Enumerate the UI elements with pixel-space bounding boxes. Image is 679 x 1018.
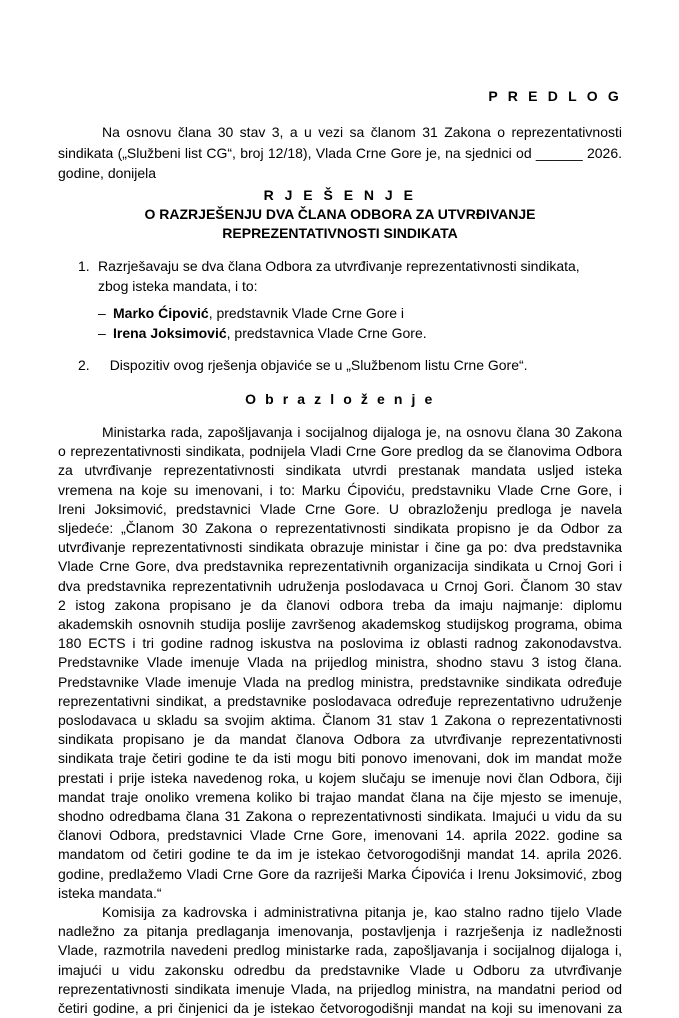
item-text-line: Razrješavaju se dva člana Odbora za utvrđivanje reprezentativnosti sindikata, (98, 258, 580, 274)
rationale-line: shodno odredbama člana 31 Zakona o reprezentativnosti sindikata. Imajući u vidu da su (58, 808, 622, 824)
rationale-line: akademskih osnovnih studija poslije završenog akademskog studijskog programa, obima (58, 616, 622, 632)
intro-line: sindikata („Službeni list CG“, broj 12/18), Vlada Crne Gore je, na sjednici od ______ 2026. (58, 144, 622, 161)
predlog-label: P R E D L O G (488, 88, 622, 104)
dash-bullet: – (98, 305, 106, 321)
decision-title-block (58, 186, 622, 243)
decision-item-1 (78, 256, 618, 296)
item-text: Dispozitiv ovog rješenja objaviće se u „Službenom listu Crne Gore“. (109, 357, 528, 373)
item-number: 2. (78, 357, 90, 373)
rationale-line: reprezentativni sindikat, a predstavnike poslodavaca određuje reprezentativno udruženje (58, 692, 622, 709)
rationale-line: za utvrđivanje reprezentativnosti sindikata utvrdi prestanak mandata usljed isteka (58, 462, 622, 479)
rationale-line: sindikata traje četiri godine te da isti mogu biti ponovo imenovani, dok im mandat može (58, 750, 622, 767)
intro-line: Na osnovu člana 30 stav 3, a u vezi sa članom 31 Zakona o reprezentativnosti (102, 124, 622, 140)
intro-line: godine, donijela (58, 165, 157, 181)
member-name: Irena Joksimović (113, 325, 227, 341)
rationale-line: Ireni Joksimović, predstavnici Vlade Crne Gore. U obrazloženju predloga je navela (58, 500, 622, 517)
rationale-line: isteka mandata.“ (58, 884, 162, 901)
rationale-line: sljedeće: „Članom 30 Zakona o reprezentativnosti sindikata propisno je da Odbor za (58, 520, 622, 536)
rationale-heading: O b r a z l o ž e n j e (245, 391, 435, 407)
rationale-line: 180 ECTS i tri godine radnog iskustva na poslovima iz oblasti radnog zakonodavstva. (58, 635, 622, 652)
rationale-line: sindikata propisano je da mandat članova Odbora za utvrđivanje reprezentativnosti (58, 731, 622, 748)
dash-bullet: – (98, 325, 106, 341)
rationale-line: mandatom od četiri godine te da im je istekao četvorogodišnji mandat 14. aprila 2026. (58, 846, 622, 863)
rationale-line: nadležno za pitanja predlaganja imenovanja, postavljenja i razrješenja iz nadležnosti (58, 923, 622, 940)
member-name: Marko Ćipović (113, 305, 209, 321)
item-text-line: zbog isteka mandata, i to: (98, 278, 258, 294)
rationale-line: imajući u vidu zakonsku odredbu da predstavnike Vlade u Odboru za utvrđivanje (58, 961, 622, 978)
decision-title: R J E Š E N J E (263, 187, 417, 203)
rationale-line: četiri godine, a pri činjenici da je istekao četvorogodišnji mandat na koji su imenovani za (58, 1000, 622, 1016)
rationale-line: 2 istog zakona propisano je da članovi odbora treba da imaju najmanje: diplomu (58, 596, 622, 613)
member-role: , predstavnik Vlade Crne Gore i (208, 305, 405, 321)
rationale-line: dva predstavnika reprezentativnih udruženja poslodavaca u Crnoj Gori. Članom 30 stav (58, 577, 622, 594)
member-list-item (98, 323, 427, 343)
rationale-line: Ministarka rada, zapošljavanja i socijalnog dijaloga je, na osnovu člana 30 Zakona (102, 424, 622, 440)
rationale-line: vremena na koje su imenovani, i to: Marku Ćipoviću, predstavniku Vlade Crne Gore, i (58, 481, 622, 498)
rationale-line: Komisija za kadrovska i administrativna pitanja je, kao stalno radno tijelo Vlade (102, 904, 622, 920)
decision-subtitle: REPREZENTATIVNOSTI SINDIKATA (222, 225, 458, 241)
rationale-line: prestati i prije isteka navedenog roka, u kojem slučaju se imenuje novi član Odbora, čiji (58, 769, 622, 786)
decision-subtitle: O RAZRJEŠENJU DVA ČLANA ODBORA ZA UTVRĐIVANJE (144, 206, 536, 222)
rationale-line: poslodavaca u skladu sa svojim aktima. Članom 31 stav 1 Zakona o reprezentativnosti (58, 712, 622, 728)
rationale-line: reprezentativnosti sindikata imenuje Vlada, na prijedlog ministra, na mandatni period od (58, 980, 622, 997)
rationale-line: članovi Odbora, predstavnici Vlade Crne Gore, imenovani 14. aprila 2022. godine sa (58, 827, 622, 844)
rationale-line: Predstavnike Vlade imenuje Vlada na prijedlog ministra, shodno stavu 3 istog člana. (58, 654, 622, 671)
decision-item-2 (78, 355, 528, 375)
rationale-line: o reprezentativnosti sindikata, podnijela Vladi Crne Gore predlog da se članovima Odbora (58, 443, 622, 460)
member-role: , predstavnica Vlade Crne Gore. (226, 325, 427, 341)
rationale-line: Vlade Crne Gore, dva predstavnika reprezentativnih organizacija sindikata u Crnoj Gori i (58, 558, 622, 575)
rationale-line: mandat traje onoliko vremena koliko bi trajao mandat člana na čije mjesto se imenuje, (58, 788, 622, 805)
intro-paragraph (58, 122, 622, 184)
item-number: 1. (78, 258, 90, 274)
rationale-line: Vlade, razmotrila navedeni predlog ministarke rada, zapošljavanja i socijalnog dijaloga i, (58, 942, 622, 959)
member-list-item (98, 303, 404, 323)
rationale-line: godine, predlažemo Vladi Crne Gore da razriješi Marka Ćipovića i Irenu Joksimović, zbog (58, 865, 622, 882)
rationale-line: utvrđivanje reprezentativnosti sindikata obrazuje ministar i čine ga po: dva predstavnika (58, 539, 622, 556)
rationale-line: Predstavnike Vlade imenuje Vlada na predlog ministra, predstavnike sindikata određuje (58, 673, 622, 690)
